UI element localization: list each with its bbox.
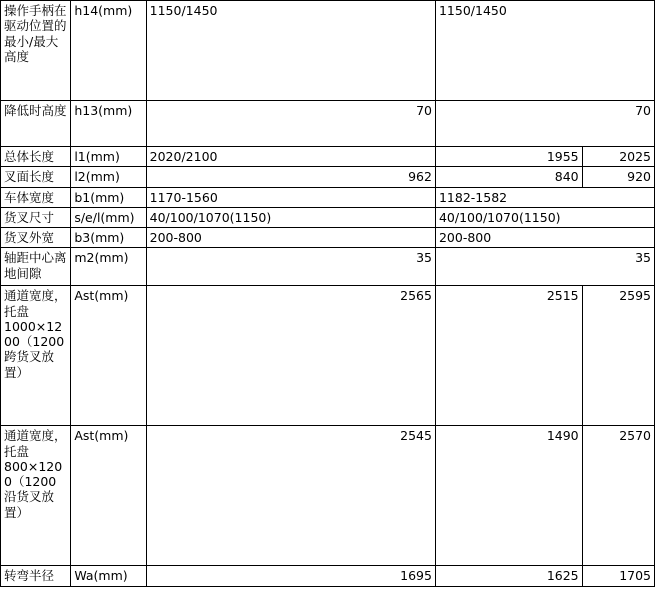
row-value-a: 40/100/1070(1150) xyxy=(146,207,435,227)
row-value-a: 35 xyxy=(146,248,435,286)
row-value-a: 1170-1560 xyxy=(146,187,435,207)
table-row xyxy=(1,1,655,101)
row-value-c: 2570 xyxy=(582,426,654,566)
row-value-c: 2595 xyxy=(582,286,654,426)
row-parameter-label: 轴距中心离地间隙 xyxy=(1,248,71,286)
row-symbol-unit: s/e/l(mm) xyxy=(71,207,146,227)
row-value-b: 40/100/1070(1150) xyxy=(435,207,654,227)
row-symbol-unit: l2(mm) xyxy=(71,167,146,187)
row-symbol-unit: l1(mm) xyxy=(71,147,146,167)
row-symbol-unit: b1(mm) xyxy=(71,187,146,207)
row-value-b: 1955 xyxy=(435,147,582,167)
row-value-a: 962 xyxy=(146,167,435,187)
table-row xyxy=(1,248,655,286)
table-row xyxy=(1,187,655,207)
row-symbol-unit: Ast(mm) xyxy=(71,426,146,566)
row-parameter-label: 操作手柄在驱动位置的最小/最大高度 xyxy=(1,1,71,101)
row-value-b: 1625 xyxy=(435,566,582,586)
table-row xyxy=(1,286,655,426)
row-symbol-unit: b3(mm) xyxy=(71,228,146,248)
row-parameter-label: 通道宽度，托盘800×1200（1200沿货叉放置） xyxy=(1,426,71,566)
table-row xyxy=(1,228,655,248)
row-value-b: 2515 xyxy=(435,286,582,426)
table-row xyxy=(1,426,655,566)
row-value-a: 2545 xyxy=(146,426,435,566)
row-value-b: 840 xyxy=(435,167,582,187)
row-parameter-label: 车体宽度 xyxy=(1,187,71,207)
row-parameter-label: 转弯半径 xyxy=(1,566,71,586)
row-parameter-label: 通道宽度，托盘1000×1200（1200跨货叉放置） xyxy=(1,286,71,426)
table-row xyxy=(1,101,655,147)
row-value-a: 1695 xyxy=(146,566,435,586)
row-value-a: 2565 xyxy=(146,286,435,426)
table-row xyxy=(1,147,655,167)
row-parameter-label: 降低时高度 xyxy=(1,101,71,147)
row-symbol-unit: Ast(mm) xyxy=(71,286,146,426)
table-row xyxy=(1,566,655,586)
row-symbol-unit: h14(mm) xyxy=(71,1,146,101)
row-value-b: 1150/1450 xyxy=(435,1,654,101)
row-value-c: 920 xyxy=(582,167,654,187)
row-parameter-label: 货叉尺寸 xyxy=(1,207,71,227)
row-value-c: 1705 xyxy=(582,566,654,586)
row-parameter-label: 叉面长度 xyxy=(1,167,71,187)
row-value-b: 1490 xyxy=(435,426,582,566)
specification-table-body xyxy=(1,1,655,587)
row-symbol-unit: h13(mm) xyxy=(71,101,146,147)
row-value-c: 2025 xyxy=(582,147,654,167)
row-value-b: 200-800 xyxy=(435,228,654,248)
row-symbol-unit: Wa(mm) xyxy=(71,566,146,586)
row-value-b: 70 xyxy=(435,101,654,147)
row-value-b: 1182-1582 xyxy=(435,187,654,207)
row-value-a: 1150/1450 xyxy=(146,1,435,101)
row-value-b: 35 xyxy=(435,248,654,286)
table-row xyxy=(1,207,655,227)
row-symbol-unit: m2(mm) xyxy=(71,248,146,286)
row-parameter-label: 总体长度 xyxy=(1,147,71,167)
row-value-a: 200-800 xyxy=(146,228,435,248)
row-value-a: 2020/2100 xyxy=(146,147,435,167)
table-row xyxy=(1,167,655,187)
row-value-a: 70 xyxy=(146,101,435,147)
row-parameter-label: 货叉外宽 xyxy=(1,228,71,248)
